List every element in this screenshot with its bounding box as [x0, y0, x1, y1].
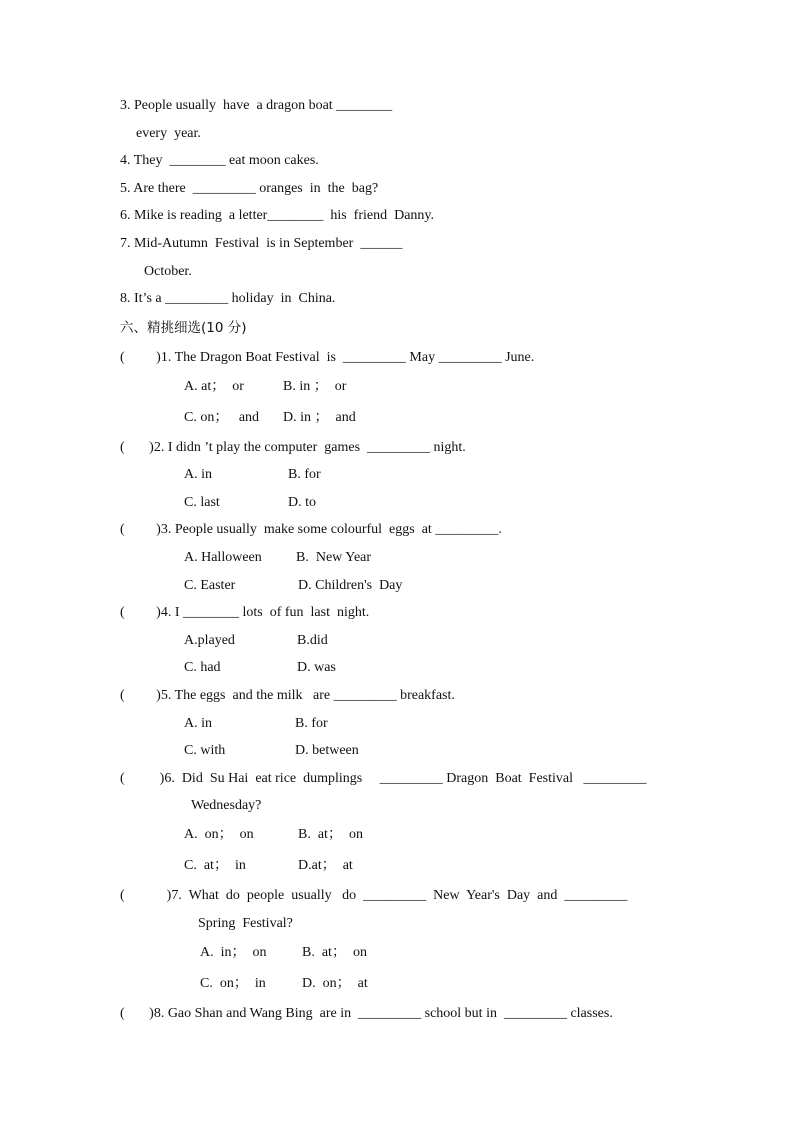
question-5-stem: ( )5. The eggs and the milk are _________ breakfast.	[120, 688, 455, 703]
question-6-option-d: D.at； at	[298, 858, 353, 873]
fill-item-3-cont: every year.	[136, 126, 201, 141]
fill-item-3: 3. People usually have a dragon boat ________	[120, 98, 393, 113]
question-6-option-c: C. at； in	[184, 858, 246, 873]
question-7-stem-cont: Spring Festival?	[198, 916, 293, 931]
question-3-option-d: D. Children's Day	[298, 578, 403, 593]
question-5-option-d: D. between	[295, 743, 359, 758]
question-7-option-b: B. at； on	[302, 945, 367, 960]
question-1-stem: ( )1. The Dragon Boat Festival is _________ May _________ June.	[120, 350, 535, 365]
question-6-option-b: B. at； on	[298, 827, 363, 842]
question-7-option-c: C. on； in	[200, 976, 266, 991]
question-2-option-d: D. to	[288, 495, 316, 510]
question-5-option-a: A. in	[184, 716, 212, 731]
question-1-option-c: C. on； and	[184, 410, 260, 425]
question-4-option-b: B.did	[297, 633, 328, 648]
question-6-stem: ( )6. Did Su Hai eat rice dumplings _________ Dragon Boat Festival _________	[120, 771, 647, 786]
fill-item-6: 6. Mike is reading a letter________ his friend Danny.	[120, 208, 435, 223]
question-5-option-b: B. for	[295, 716, 328, 731]
fill-item-7: 7. Mid-Autumn Festival is in September ______	[120, 236, 403, 251]
question-3-option-c: C. Easter	[184, 578, 236, 593]
fill-item-4: 4. They ________ eat moon cakes.	[120, 153, 319, 168]
question-6-stem-cont: Wednesday?	[191, 798, 262, 813]
question-7-option-a: A. in； on	[200, 945, 267, 960]
question-3-stem: ( )3. People usually make some colourful eggs at _________.	[120, 522, 502, 537]
question-7-option-d: D. on； at	[302, 976, 368, 991]
question-7-stem: ( )7. What do people usually do _________ New Year's Day and _________	[120, 888, 628, 903]
question-3-option-b: B. New Year	[296, 550, 372, 565]
fill-item-7-cont: October.	[144, 264, 192, 279]
question-6-option-a: A. on； on	[184, 827, 254, 842]
question-4-option-d: D. was	[297, 660, 336, 675]
fill-item-8: 8. It’s a _________ holiday in China.	[120, 291, 336, 306]
question-2-option-c: C. last	[184, 495, 220, 510]
question-3-option-a: A. Halloween	[184, 550, 262, 565]
question-1-option-d: D. in ； and	[283, 410, 356, 425]
question-8-stem: ( )8. Gao Shan and Wang Bing are in _________ school but in _________ classes.	[120, 1006, 613, 1021]
question-1-option-b: B. in ； or	[283, 379, 347, 394]
question-4-option-c: C. had	[184, 660, 221, 675]
question-5-option-c: C. with	[184, 743, 226, 758]
fill-item-5: 5. Are there _________ oranges in the bag?	[120, 181, 379, 196]
question-2-option-a: A. in	[184, 467, 212, 482]
question-1-option-a: A. at； or	[184, 379, 244, 394]
question-4-stem: ( )4. I ________ lots of fun last night.	[120, 605, 370, 620]
question-4-option-a: A.played	[184, 633, 235, 648]
question-2-option-b: B. for	[288, 467, 321, 482]
section-header: 六、精挑细选(10 分)	[120, 320, 247, 336]
question-2-stem: ( )2. I didn ’t play the computer games _________ night.	[120, 440, 466, 455]
